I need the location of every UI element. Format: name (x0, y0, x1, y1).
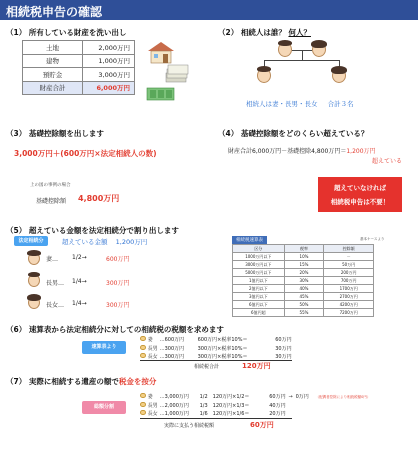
rate-percent: 20% (284, 269, 324, 277)
line-formula: 1/3 120万円×1/3＝ (199, 402, 250, 409)
rate-bracket: 6億円超 (233, 309, 285, 317)
table-row (233, 261, 374, 269)
line-amount: …300万円 (159, 345, 185, 352)
rate-bracket: 5000万円以下 (233, 269, 285, 277)
line-result: 60万円 (275, 337, 292, 343)
excess-amount (62, 237, 147, 246)
rate-bracket: 1億円以下 (233, 277, 285, 285)
rate-table-note: 基本ケースより (360, 237, 385, 241)
rate-percent: 10% (284, 253, 324, 261)
rate-bracket: 3000万円以下 (233, 261, 285, 269)
section-2-heading (218, 27, 311, 38)
line-result: 20万円 (269, 411, 286, 417)
son-hair (28, 272, 40, 277)
daughter-hair (331, 66, 347, 74)
table-row (233, 301, 374, 309)
rate-percent: 45% (284, 293, 324, 301)
heir-amount: 600万円 (106, 256, 130, 263)
line-result: 30万円 (275, 345, 292, 352)
rate-percent: 15% (284, 261, 324, 269)
son-hair (257, 66, 271, 72)
table-row (233, 293, 374, 301)
section-4-heading: （4） 基礎控除額をどのくらい超えている？ (218, 129, 369, 138)
tax-calc-line (140, 345, 292, 354)
rate-bracket: 1000万円以下 (233, 253, 285, 261)
table-row (23, 41, 135, 55)
money-bag-icon (140, 336, 146, 341)
line-amount: …3,000万円 (159, 394, 189, 400)
asset-name: 預貯金 (23, 68, 83, 82)
tax-total-label: 相続税合計 (194, 364, 220, 370)
table-row (233, 285, 374, 293)
rate-deduction: 7200万円 (324, 309, 374, 317)
notice-line-2: 相続税申告は不要！ (330, 198, 390, 206)
rate-deduction: 50万円 (324, 261, 374, 269)
total-row (23, 81, 135, 95)
column-header: 税率 (284, 245, 324, 253)
money-bag-icon (140, 345, 146, 350)
rate-deduction: 200万円 (324, 269, 374, 277)
exceed-label: 超えている (372, 158, 403, 165)
tax-calc-lines (140, 336, 292, 362)
total-value: 6,000万円 (83, 81, 135, 95)
heir-fraction: 1/2→ (72, 254, 87, 261)
deduction-formula: 3,000万円＋(600万円×法定相続人の数) (14, 149, 157, 158)
rate-percent: 50% (284, 301, 324, 309)
section-5-heading: （5） 超えている金額を法定相続分で割り出します (6, 226, 179, 235)
line-formula: 300万円×税率10%＝ (197, 345, 248, 352)
mother-hair (311, 40, 327, 48)
rate-bracket: 6億円以下 (233, 301, 285, 309)
tax-total-value: 120万円 (242, 362, 271, 370)
line-who: 長女 (147, 411, 158, 417)
line-formula: 1/6 120万円×1/6＝ (199, 411, 250, 417)
table-row (23, 68, 135, 82)
cash-bundle-icon (146, 86, 176, 102)
wife-hair (27, 250, 41, 256)
apportion-lines (140, 393, 370, 419)
rate-percent: 30% (284, 277, 324, 285)
section-1-heading: （1） 所有している財産を洗い出し (6, 28, 127, 37)
section-7-heading-emphasis: 税金を按分 (118, 377, 157, 386)
heirs-members: 相続人は妻・長男・長女 (246, 100, 318, 108)
line-who: 長女 (147, 354, 158, 360)
section-6-heading: （6） 速算表から法定相続分に対しての相続税の税額を求めます (6, 325, 224, 334)
notice-box (318, 177, 402, 212)
notice-line-1: 超えていなければ (334, 184, 386, 192)
line-amount: …300万円 (159, 354, 185, 360)
line-who: 妻 (147, 394, 153, 400)
line-result: 60万円 (269, 394, 286, 400)
excess-calc-result: 1,200万円 (346, 148, 376, 155)
excess-label: 超えている金額 (62, 238, 108, 246)
actual-tax-label: 実際に支払う相続税額 (164, 423, 215, 429)
excess-value: 1,200万円 (115, 238, 148, 246)
tree-line (264, 60, 340, 61)
section-7-heading (6, 376, 156, 387)
line-result: 40万円 (269, 402, 286, 409)
rate-deduction: 2700万円 (324, 293, 374, 301)
section-7-heading-text: （7） 実際に相続する遺産の額で (6, 377, 119, 386)
heir-amount: 300万円 (106, 302, 130, 309)
money-bag-icon (140, 353, 146, 358)
excess-calculation (228, 146, 376, 155)
house-icon (146, 40, 176, 65)
line-formula: 600万円×税率10%＝ (197, 337, 248, 343)
line-formula: 300万円×税率10%＝ (197, 354, 248, 360)
asset-name: 土地 (23, 41, 83, 55)
heir-amount: 300万円 (106, 280, 130, 287)
money-bag-icon (140, 402, 146, 407)
rate-deduction: － (324, 253, 374, 261)
table-row (233, 253, 374, 261)
money-stack-icon (164, 64, 190, 84)
total-label: 財産合計 (23, 81, 83, 95)
arrow-icon: → (288, 394, 293, 400)
apportion-line (140, 393, 370, 402)
spousal-note: （配偶者控除により相続税額0円） (315, 395, 371, 399)
tree-line (302, 50, 303, 60)
page-title: 相続税申告の確認 (6, 5, 103, 19)
heir-fraction: 1/4→ (72, 300, 87, 307)
section-2-question: 何人？ (288, 28, 311, 37)
title-bar (0, 0, 418, 20)
deduction-value: 4,800万円 (78, 194, 120, 203)
line-who: 妻 (147, 337, 153, 343)
rate-table-title: 相続税速算表 (232, 236, 267, 244)
asset-value: 2,000万円 (83, 41, 135, 55)
column-header: 控除額 (324, 245, 374, 253)
rate-bracket: 2億円以下 (233, 285, 285, 293)
heir-name: 長女… (46, 302, 65, 309)
table-row (233, 269, 374, 277)
asset-table (22, 40, 135, 95)
legal-share-tag: 法定相続分 (14, 236, 48, 246)
rate-deduction: 4200万円 (324, 301, 374, 309)
money-bag-icon (140, 393, 146, 398)
line-amount: …1,000万円 (159, 411, 189, 417)
family-tree (274, 40, 334, 100)
daughter-hair (27, 294, 41, 301)
line-formula: 1/2 120万円×1/2＝ (199, 394, 250, 400)
line-result: 30万円 (275, 354, 292, 360)
section-3-heading: （3） 基礎控除額を出します (6, 129, 104, 138)
heir-name: 長男… (46, 280, 65, 287)
rate-percent: 40% (284, 285, 324, 293)
rate-percent: 55% (284, 309, 324, 317)
line-final: 0万円 (295, 394, 309, 400)
heir-fraction: 1/4→ (72, 278, 87, 285)
rate-bracket: 3億円以下 (233, 293, 285, 301)
total-split-tag: 総額分割 (82, 401, 126, 414)
quick-table-tag: 速算表より (82, 341, 126, 354)
heirs-count: 合計３名 (327, 100, 354, 108)
apportion-line (140, 402, 370, 411)
asset-value: 3,000万円 (83, 68, 135, 82)
rate-deduction: 1700万円 (324, 285, 374, 293)
table-header-row (233, 245, 374, 253)
tax-calc-line (140, 336, 292, 345)
rate-deduction: 700万円 (324, 277, 374, 285)
line-amount: …600万円 (159, 337, 185, 343)
line-amount: …2,000万円 (159, 402, 189, 409)
rate-table (232, 244, 374, 317)
table-row (23, 54, 135, 68)
father-hair (278, 40, 292, 46)
actual-tax-value: 60万円 (250, 421, 274, 429)
table-row (233, 277, 374, 285)
money-bag-icon (140, 410, 146, 415)
heir-name: 妻… (46, 256, 59, 263)
column-header: 区分 (233, 245, 285, 253)
line-who: 長男 (147, 402, 158, 409)
line-who: 長男 (147, 345, 158, 352)
case-note: 上の図の事例の場合 (30, 183, 71, 188)
section-2-heading-text: （2） 相続人は誰？ (218, 28, 286, 37)
asset-value: 1,000万円 (83, 54, 135, 68)
asset-name: 建物 (23, 54, 83, 68)
excess-calc-text: 財産合計6,000万円－基礎控除4,800万円＝ (228, 148, 347, 155)
table-row (233, 309, 374, 317)
heirs-description (246, 99, 354, 108)
sum-divider (140, 418, 292, 419)
deduction-label: 基礎控除額 (36, 198, 67, 205)
